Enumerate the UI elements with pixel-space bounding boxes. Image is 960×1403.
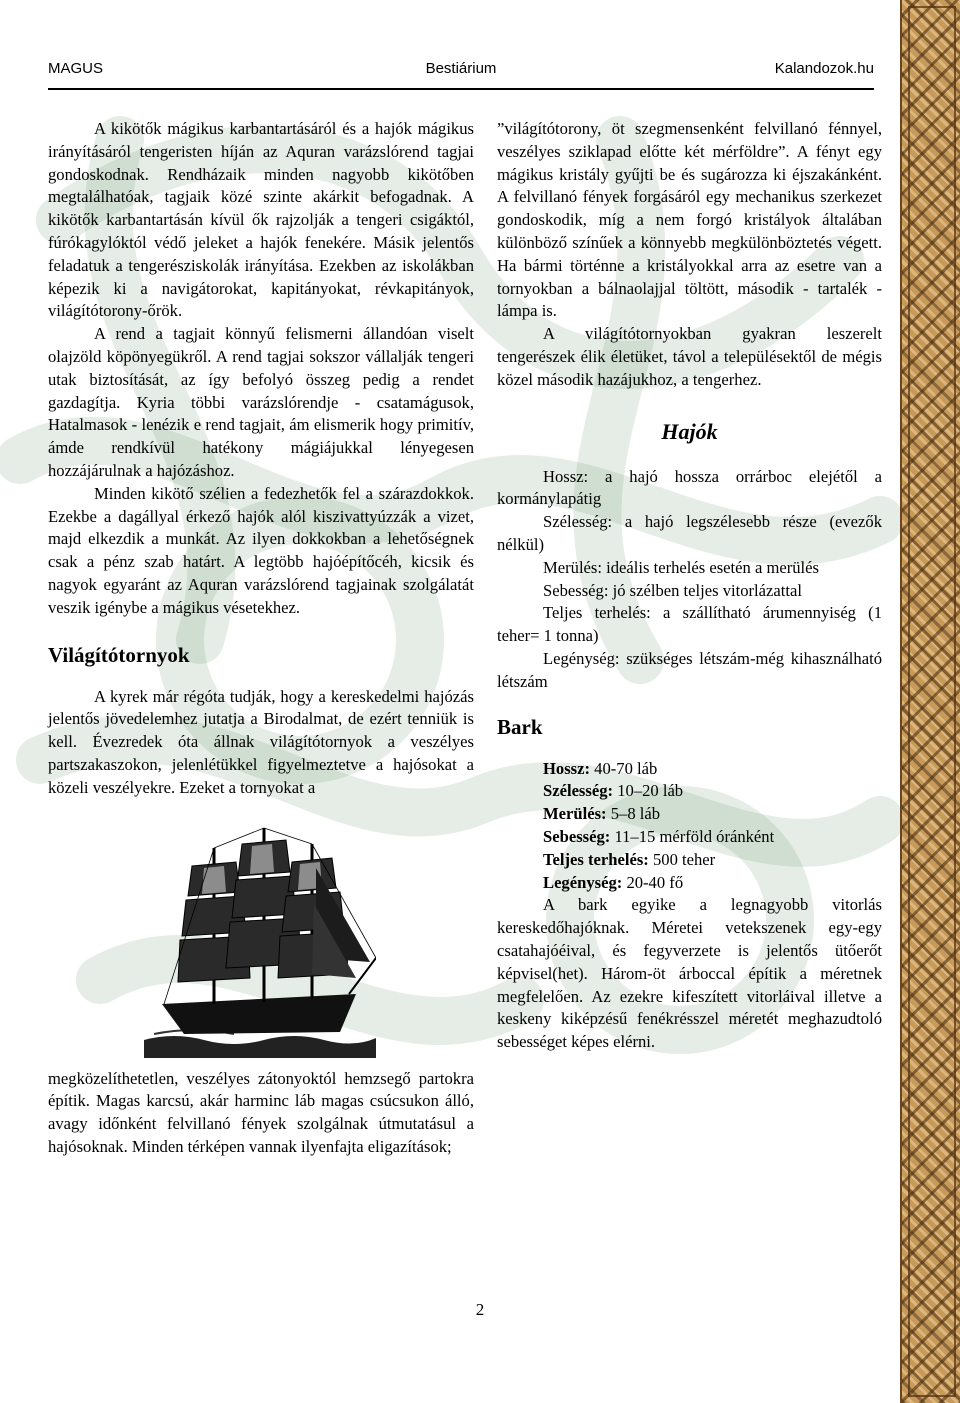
spec-value: 500 teher xyxy=(652,849,716,869)
definition-item: Hossz: a hajó hossza orrárboc elejétől a kormánylapátig xyxy=(497,466,882,509)
decorative-border xyxy=(900,0,960,1403)
paragraph: A bark egyike a legnagyobb vitorlás kereskedőhajóknak. Méretei vetekszenek egy-egy csatahajóéival, és fegyverzete is jelentős ütőerőt képvisel(het). Három-öt árboccal építik a méretnek megfelelően. Az ezekre kifeszített vitorláival illetve a keskeny kiképzésű fenékrésszel méretét meghazudtoló sebességet képes elérni. xyxy=(497,895,882,1052)
spec-row xyxy=(543,758,882,781)
spec-value: 5–8 láb xyxy=(610,804,661,824)
left-column xyxy=(48,118,474,1159)
definition-item: Teljes terhelés: a szállítható árumennyiség (1 teher= 1 tonna) xyxy=(497,603,882,646)
spec-value: 10–20 láb xyxy=(617,781,684,801)
paragraph: A világítótornyokban gyakran leszerelt tengerészek élik életüket, távol a településektől de mégis közel második hazájukhoz, a tengerhez. xyxy=(497,324,882,389)
spec-row xyxy=(543,803,882,826)
right-column xyxy=(497,118,882,1054)
section-heading-lighthouses: Világítótornyok xyxy=(48,642,190,667)
section-heading-bark: Bark xyxy=(497,714,543,739)
spec-label: Teljes terhelés: xyxy=(543,849,649,869)
paragraph: megközelíthetetlen, veszélyes zátonyoktól hemzsegő partokra építik. Magas karcsú, akár harminc láb magas csúcsukon álló, avagy időnként felvillanó fények szolgálnak útmutatásul a hajósoknak. Minden térképen vannak ilyenfajta eligazítások; xyxy=(48,1068,474,1156)
spec-row xyxy=(543,872,882,895)
spec-label: Merülés: xyxy=(543,804,607,824)
paragraph: ”világítótorony, öt szegmensenként felvillanó fénnyel, veszélyes sziklapad előtte két mérföldre”. A fényt egy mágikus kristály gyűjti be és sugározza ki éjszakánként. A felvillanó fények forgásáról egy mechanikus szerkezet gondoskodik, míg a nem forgó kristályok általában különböző színűek a könnyebb megkülönböztetés végett. Ha bármi történne a kristályokkal arra az esetre van a tornyokban a bálnaolajjal töltött, második - tartalék - lámpa is. xyxy=(497,119,882,321)
spec-row xyxy=(543,780,882,803)
spec-label: Legénység: xyxy=(543,872,623,892)
spec-value: 11–15 mérföld óránként xyxy=(614,826,775,846)
header-left: MAGUS xyxy=(48,60,104,77)
header-center: Bestiárium xyxy=(425,60,497,77)
paragraph: A kikötők mágikus karbantartásáról és a hajók mágikus irányításáról tengeristen híján az Aquran varázslórend tagjai gondoskodnak. Rendházaik minden nagyobb kikötőben megtalálhatóak, tagjaik közé szinte akárkit befogadnak. A kikötők karbantartásán kívül ők rajzolják a tengeri csigáktól, fúrókagylóktól védő jeleket a hajók fenekére. Másik jelentős feladatuk a tengerésziskolák irányítása. Ezekben az iskolákban képezik ki a navigátorokat, kapitányokat, révkapitányok, világítótorony-őrök. xyxy=(48,119,474,321)
section-heading-ships: Hajók xyxy=(661,418,718,444)
paragraph: A rend a tagjait könnyű felismerni állandóan viselt olajzöld köpönyegükről. A rend tagjai sokszor vállalják tengeri utak biztosítását, az így befolyó összeg pedig a rendet gazdagítja. Kyria többi varázslórendje - csatamágusok, Hatalmasok - lenézik e rend tagjait, ám elismerik hogy primitív, ámde rendkívül hatékony mágiájukkal lényegesen hozzájárulnak a hajózáshoz. xyxy=(48,324,474,480)
sailing-ship-illustration xyxy=(144,808,376,1058)
definition-item: Merülés: ideális terhelés esetén a merülés xyxy=(543,557,819,577)
spec-row xyxy=(543,826,882,849)
spec-label: Hossz: xyxy=(543,758,591,778)
page-number: 2 xyxy=(475,1300,485,1319)
spec-value: 20-40 fő xyxy=(626,872,684,892)
spec-value: 40-70 láb xyxy=(594,758,658,778)
paragraph: Minden kikötő szélien a fedezhetők fel a szárazdokkok. Ezekbe a dagállyal érkező hajók alól kiszivattyúzzák a vizet, majd elkezdik a munkát. Az ilyen dokkokban a lehetőségnek csak a pénz szab határt. A legtöbb hajóépítőcéh, kicsik és nagyok egyaránt az Aquran varázslórend tagjainak szolgálatát veszik igénybe a mágikus vésetekhez. xyxy=(48,483,474,617)
page-header xyxy=(48,60,874,80)
spec-row xyxy=(543,849,882,872)
header-rule xyxy=(48,88,874,90)
spec-label: Szélesség: xyxy=(543,781,614,801)
spec-label: Sebesség: xyxy=(543,826,611,846)
definition-item: Sebesség: jó szélben teljes vitorlázattal xyxy=(543,580,802,600)
paragraph: A kyrek már régóta tudják, hogy a kereskedelmi hajózás jelentős jövedelemhez jutatja a Birodalmat, de ezért tenniük is kell. Évezredek óta állnak világítótornyok a veszélyes partszakaszokon, jelenlétükkel figyelmeztetve a hajósokat a közeli veszélyekre. Ezeket a tornyokat a xyxy=(48,686,474,797)
definition-item: Szélesség: a hajó legszélesebb része (evezők nélkül) xyxy=(497,512,882,554)
bark-specs xyxy=(497,758,882,895)
header-right: Kalandozok.hu xyxy=(774,60,874,77)
definition-item: Legénység: szükséges létszám-még kihasználható létszám xyxy=(497,648,882,691)
